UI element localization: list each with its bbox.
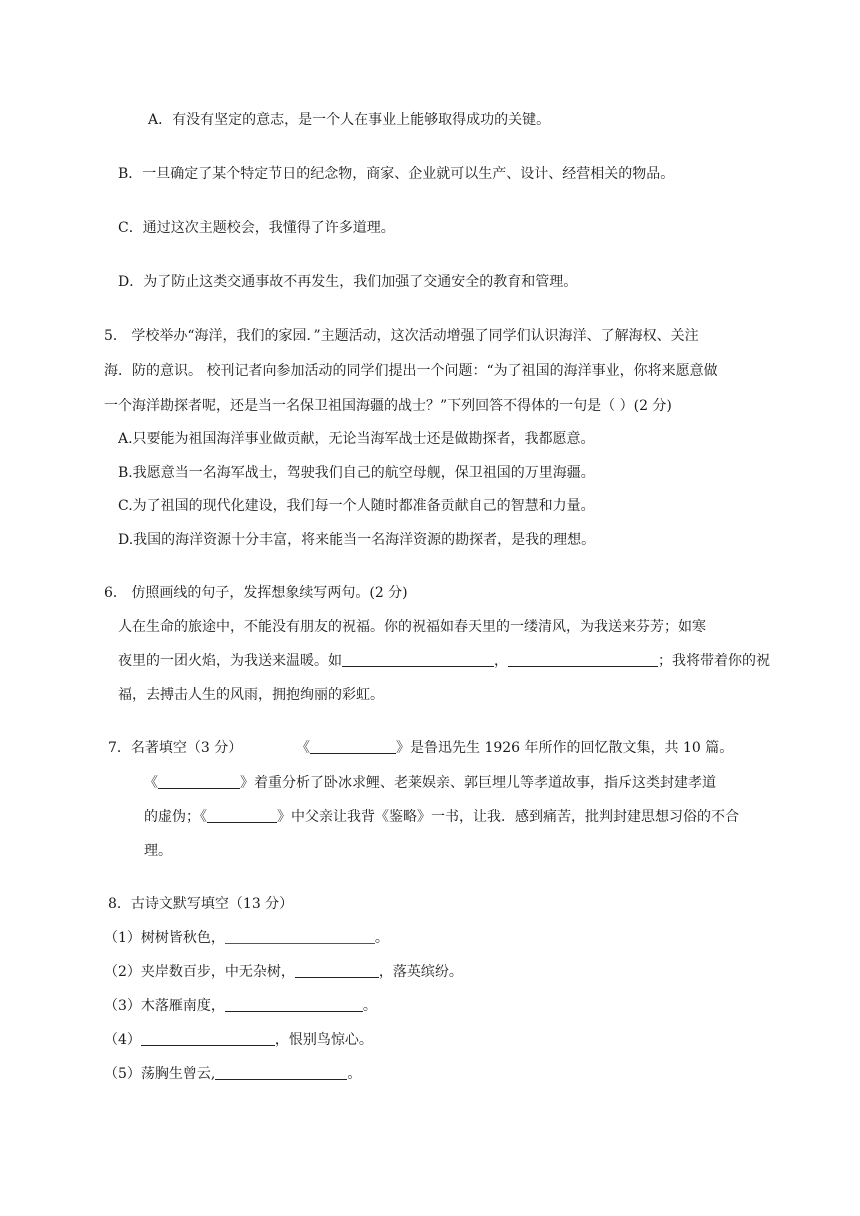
q6-comma: ， [494,653,508,669]
q8-item-2 [104,962,463,982]
q6-semicolon: ； [658,653,672,669]
q5-option-a: A.只要能为祖国海洋事业做贡献，无论当海军战士还是做勘探者，我都愿意。 [118,431,595,447]
q8-blank-5[interactable] [215,1065,347,1080]
q5-stem-line3: 一个海洋勘探者呢，还是当一名保卫祖国海疆的战士？”下列回答不得体的一句是（ ）(2 分) [104,398,672,414]
q8-item-1-suffix: 。 [374,930,389,946]
q6-line2-suffix: 我将带着你的祝 [672,653,770,669]
q8-item-2-suffix: ，落英缤纷。 [378,964,463,980]
q4-option-a: A．有没有坚定的意志，是一个人在事业上能够取得成功的关键。 [148,112,551,128]
q6-line2-prefix: 夜里的一团火焰，为我送来温暖。如 [118,653,342,669]
q8-item-1-prefix: （1）树树皆秋色， [104,930,225,946]
q7-line4: 理。 [144,843,172,859]
q7-book-open-2: 《 [144,775,158,791]
q7-blank-1[interactable] [310,739,396,754]
q8-blank-3[interactable] [225,997,363,1012]
q8-item-1 [104,928,389,948]
q4-option-c: C．通过这次主题校会，我懂得了许多道理。 [118,220,395,236]
q8-blank-2[interactable] [295,963,379,978]
q5-option-c: C.为了祖国的现代化建设，我们每一个人随时都准备贡献自己的智慧和力量。 [118,498,595,514]
q5-stem-line2: 海．防的意识。 校刊记者向参加活动的同学们提出一个问题：“为了祖国的海洋事业，你将来愿意做 [104,363,718,379]
q6-title: 6． 仿照画线的句子，发挥想象续写两句。(2 分) [104,585,408,601]
q7-title: 7．名著填空（3 分） [108,740,243,756]
q7-line3 [144,807,739,827]
q6-line1: 人在生命的旅途中，不能没有朋友的祝福。你的祝福如春天里的一缕清风，为我送来芬芳；如寒 [118,619,706,635]
q7-line3-tail: 》中父亲让我背《鉴略》一书，让我．感到痛苦，批判封建思想习俗的不合 [277,809,739,825]
q8-item-3 [104,996,377,1016]
q6-blank-2[interactable] [508,652,658,667]
q8-title: 8．古诗文默写填空（13 分） [108,896,294,912]
q7-line2-tail: 》着重分析了卧冰求鲤、老莱娱亲、郭巨埋儿等孝道故事，指斥这类封建孝道 [240,775,716,791]
q8-item-2-prefix: （2）夹岸数百步，中无杂树， [104,964,295,980]
q8-item-5-suffix: 。 [347,1066,362,1082]
q7-book-open-1: 《 [296,740,310,756]
q5-stem-line1: 5． 学校举办“海洋，我们的家园．”主题活动，这次活动增强了同学们认识海洋、了解海权、关注 [104,328,699,344]
q8-item-5-prefix: （5）荡胸生曾云, [104,1066,216,1082]
q6-line2 [118,651,770,671]
q8-item-4-suffix: ，恨别鸟惊心。 [274,1032,373,1048]
q6-blank-1[interactable] [342,652,494,667]
q6-line3: 福，去搏击人生的风雨，拥抱绚丽的彩虹。 [118,687,384,703]
q8-item-5 [104,1064,361,1084]
q7-blank-2[interactable] [158,774,240,789]
q8-item-4-prefix: （4） [104,1032,141,1048]
q7-line1-tail: 》是鲁迅先生 1926 年所作的回忆散文集，共 10 篇。 [396,740,734,756]
q5-option-b: B.我愿意当一名海军战士，驾驶我们自己的航空母舰，保卫祖国的万里海疆。 [118,465,595,481]
q7-blank-3[interactable] [207,808,277,823]
q8-blank-4[interactable] [141,1031,275,1046]
q7-line2 [144,773,716,793]
q8-blank-1[interactable] [225,929,375,944]
q8-item-3-suffix: 。 [362,998,377,1014]
q7-line1 [296,738,733,758]
q8-item-4 [104,1030,373,1050]
q5-option-d: D.我国的海洋资源十分丰富，将来能当一名海洋资源的勘探者，是我的理想。 [118,532,596,548]
q7-line3-head: 的虚伪；《 [144,809,207,825]
q4-option-d: D．为了防止这类交通事故不再发生，我们加强了交通安全的教育和管理。 [118,274,578,290]
q4-option-b: B．一旦确定了某个特定节日的纪念物，商家、企业就可以生产、设计、经营相关的物品。 [118,166,675,182]
q8-item-3-prefix: （3）木落雁南度， [104,998,225,1014]
